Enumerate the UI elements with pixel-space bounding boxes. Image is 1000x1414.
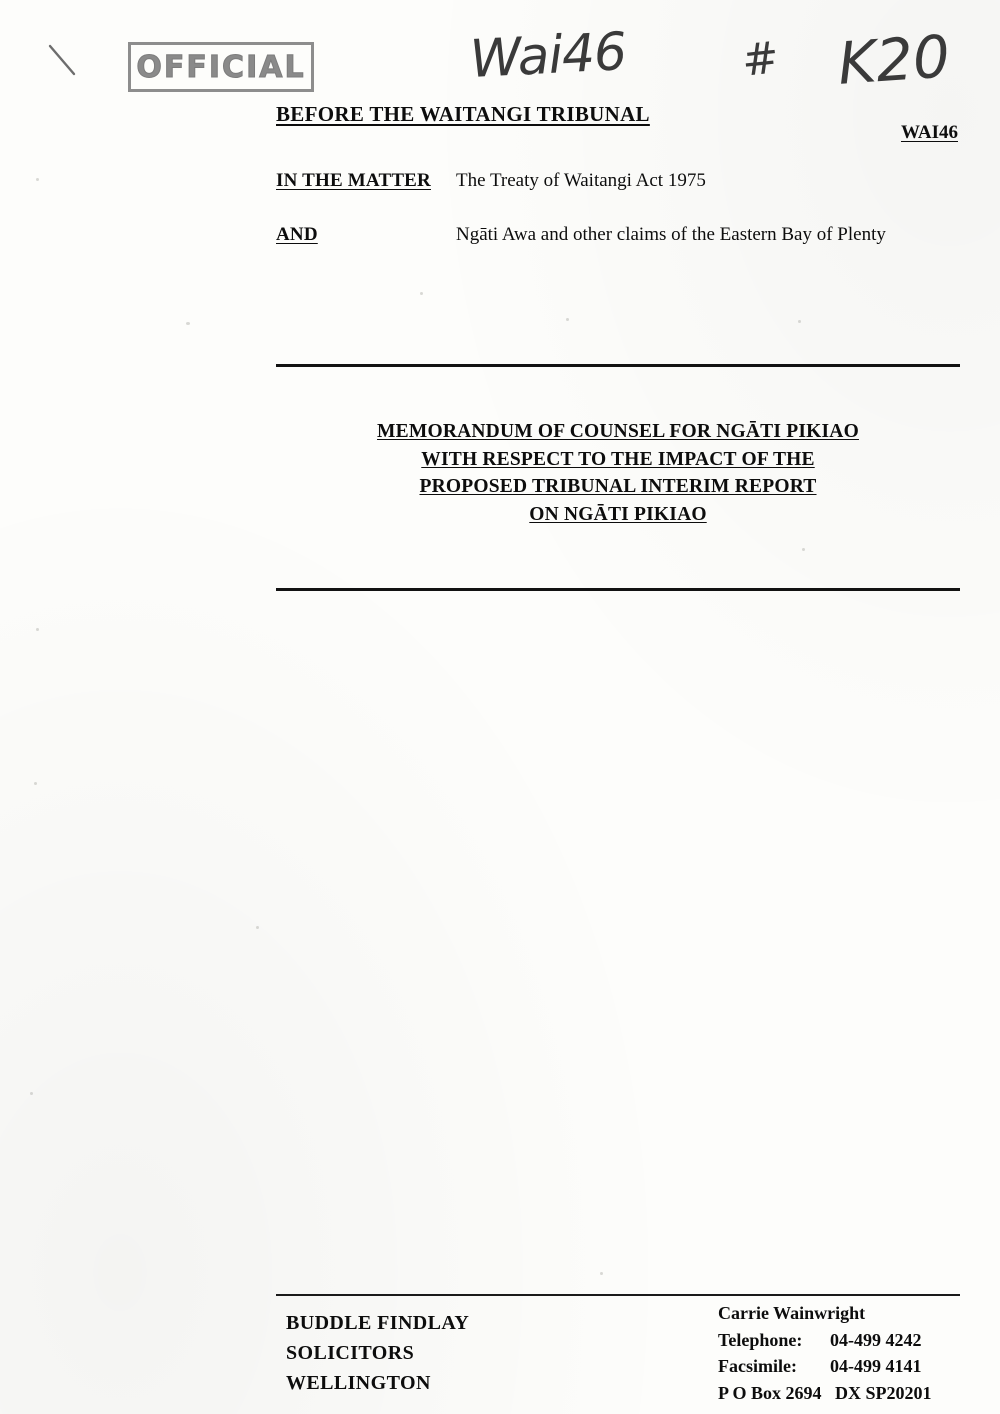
law-firm-name: BUDDLE FINDLAY [286,1312,470,1334]
handwritten-hash-symbol: # [739,32,782,87]
scan-speck [30,1092,33,1095]
pen-tick-mark [48,44,78,78]
wai-reference: WAI46 [900,122,958,143]
contact-telephone-line [718,1327,932,1354]
matter-label: IN THE MATTER [276,170,431,191]
handwritten-wai-number: Wai46 [468,21,628,91]
law-firm-block [286,1308,469,1398]
contact-facsimile-label: Facsimile: [718,1356,797,1377]
contact-facsimile-value: 04-499 4141 [830,1356,922,1377]
scan-speck [256,926,259,929]
law-firm-city: WELLINGTON [286,1372,431,1394]
scan-speck [36,628,39,631]
scan-speck [798,320,801,323]
law-firm-role: SOLICITORS [286,1342,415,1364]
matter-value: The Treaty of Waitangi Act 1975 [456,170,706,191]
matter-row [276,224,966,246]
document-title-line-2: WITH RESPECT TO THE IMPACT OF THE [421,448,815,470]
matter-label: AND [276,224,318,245]
matter-value: Ngāti Awa and other claims of the Eastern Bay of Plenty [456,224,886,245]
scan-speck [802,548,805,551]
scan-speck [186,322,190,325]
scan-speck [600,1272,603,1275]
document-title-line-1: MEMORANDUM OF COUNSEL FOR NGĀTI PIKIAO [377,421,859,442]
scan-speck [420,292,423,295]
contact-facsimile-line [718,1353,932,1380]
contact-block [718,1300,932,1407]
divider-bottom [276,588,960,591]
matter-row [276,170,966,192]
contact-telephone-label: Telephone: [718,1329,803,1350]
contact-name: Carrie Wainwright [718,1303,866,1323]
scan-speck [566,318,569,321]
document-title-line-4: ON NGĀTI PIKIAO [529,504,707,526]
scan-speck [36,178,39,181]
document-title [276,418,960,529]
scan-speck [34,782,37,785]
contact-telephone-value: 04-499 4242 [830,1329,922,1350]
divider-top [276,364,960,367]
footer-divider [276,1294,960,1296]
tribunal-heading: BEFORE THE WAITANGI TRIBUNAL [276,102,650,126]
document-title-line-3: PROPOSED TRIBUNAL INTERIM REPORT [419,476,817,498]
contact-postal-address: P O Box 2694 DX SP20201 [718,1382,932,1403]
handwritten-exhibit-code: K20 [835,22,953,98]
official-stamp-label: OFFICIAL [136,49,306,85]
official-stamp [128,42,314,92]
